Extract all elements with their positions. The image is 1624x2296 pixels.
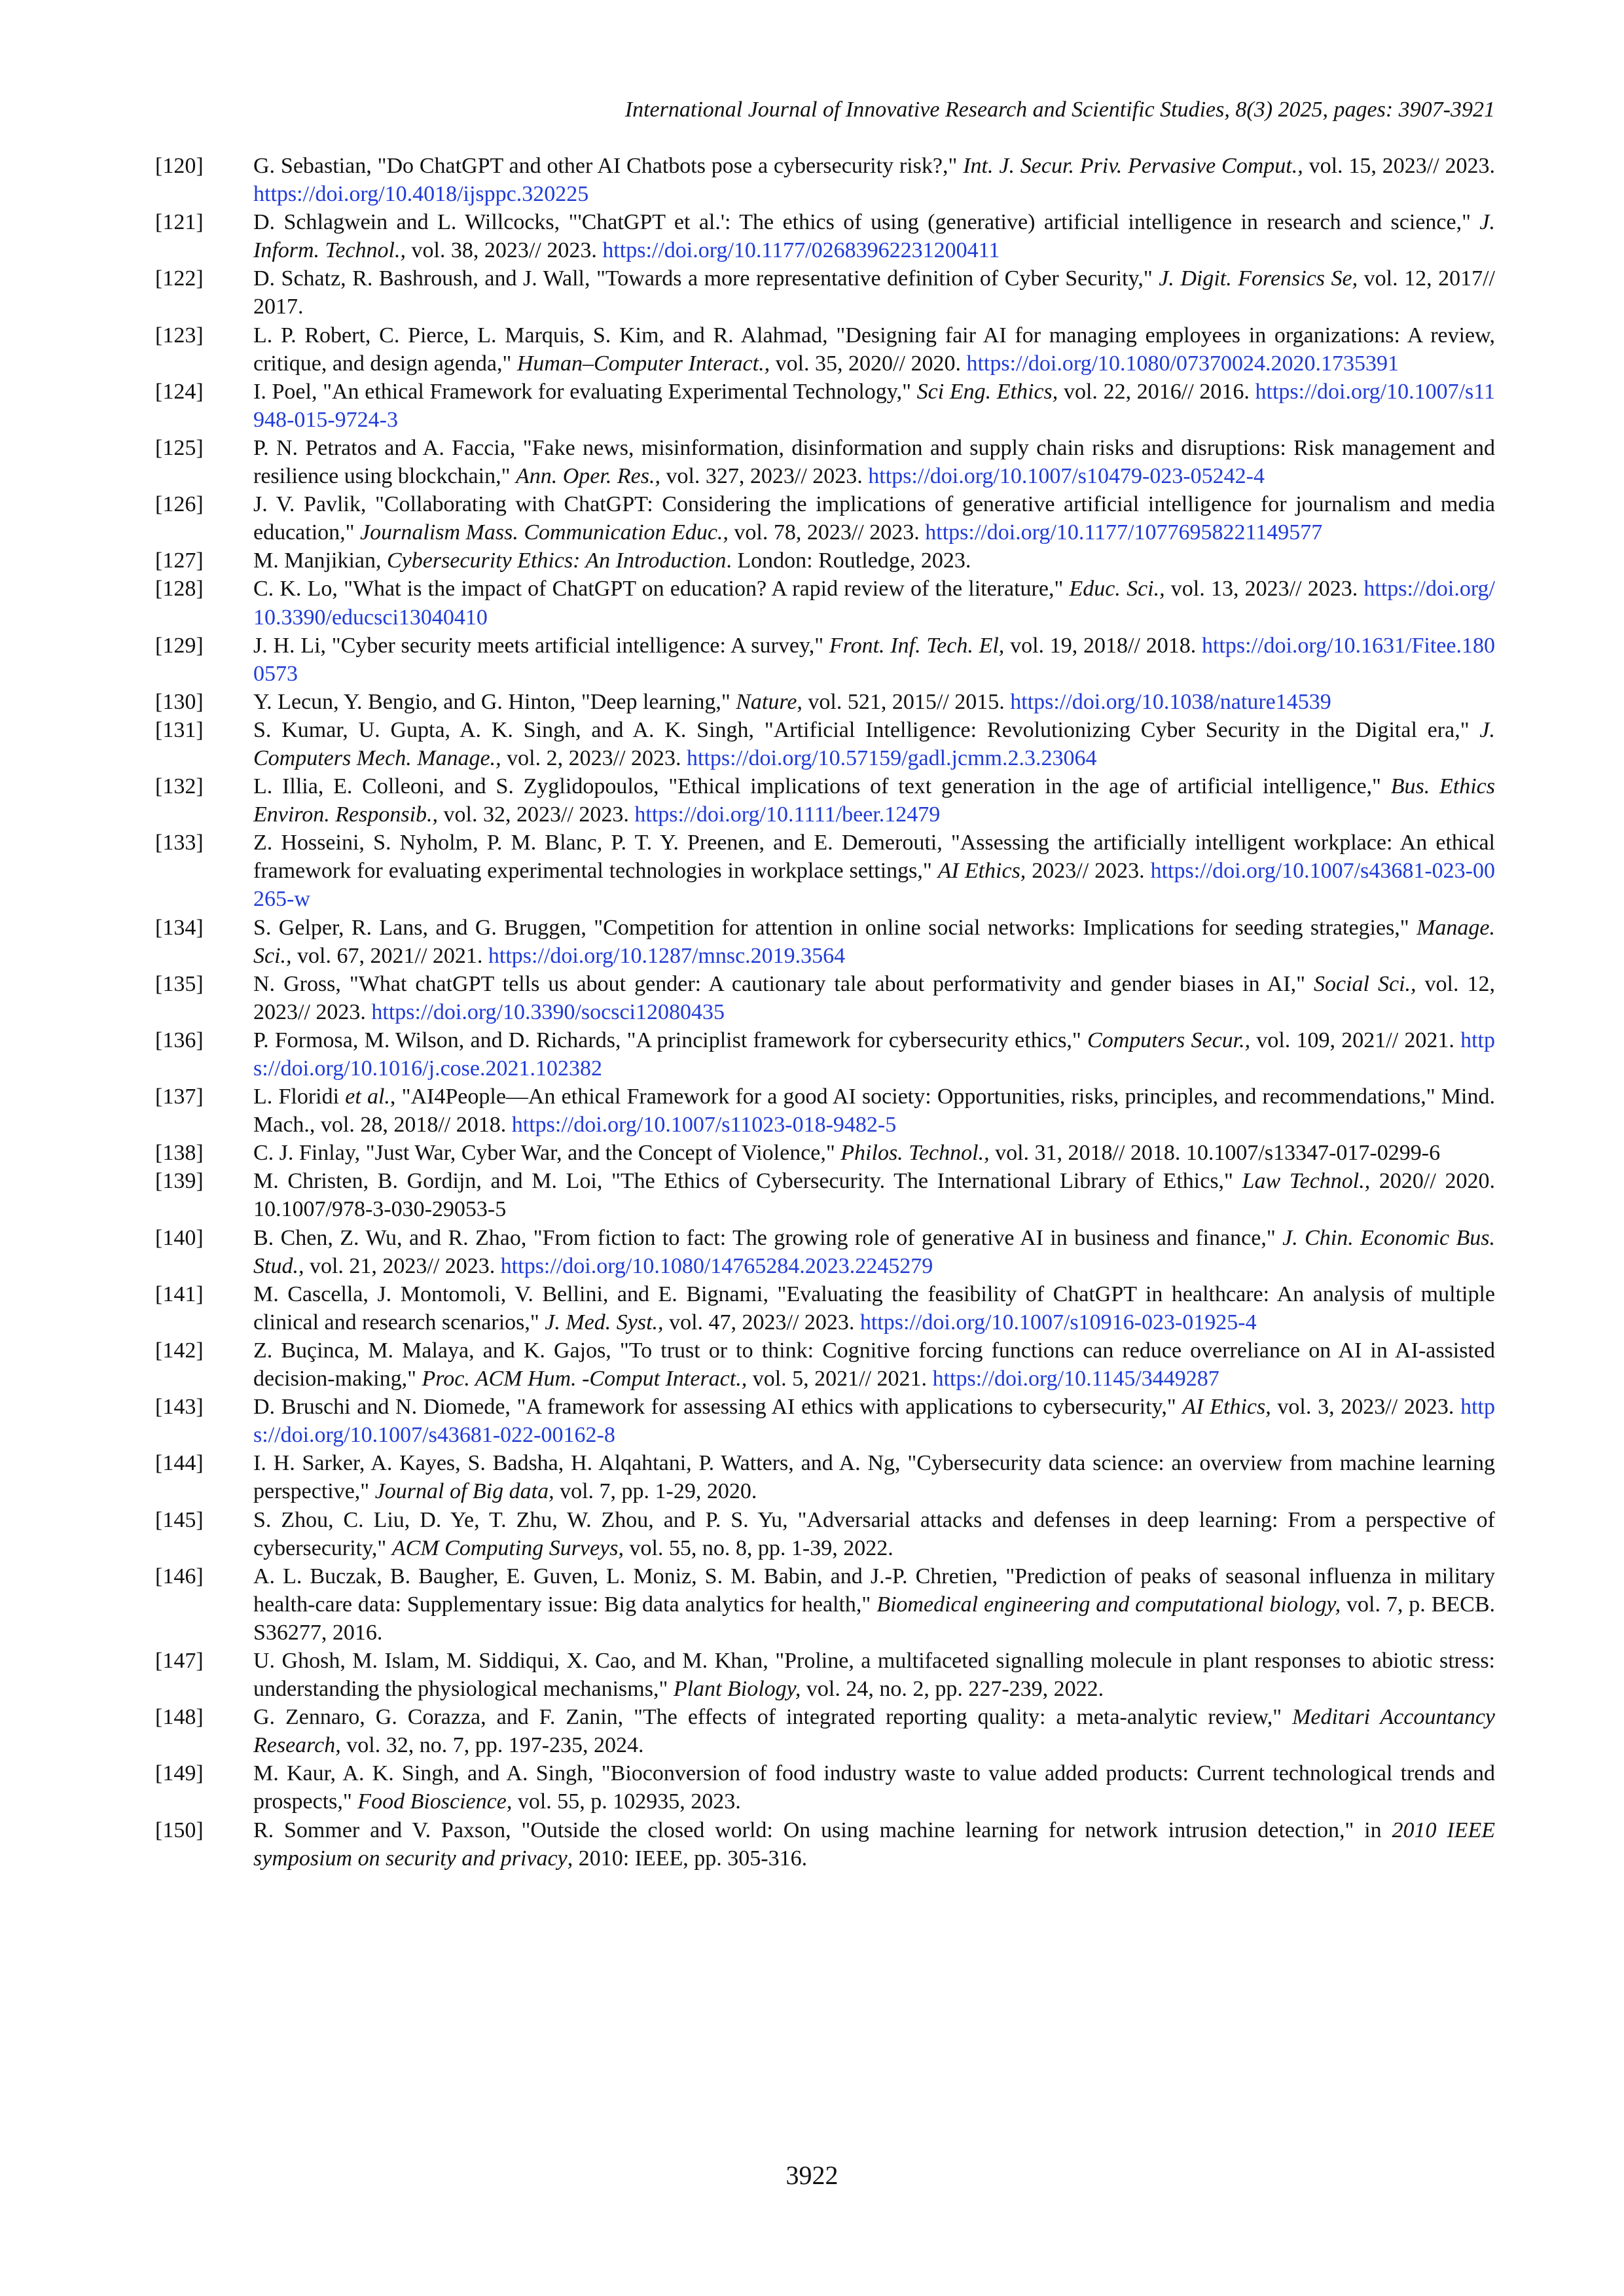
reference-authors-title: P. N. Petratos and A. Faccia, "Fake news, misinformation, disinformation and supply chain risks and disruptions: Risk management and resilience using blockchain," — [253, 435, 1495, 489]
reference-text — [253, 1816, 1495, 1873]
reference-details: vol. 3, 2023// 2023. — [1271, 1395, 1461, 1420]
reference-authors-title: S. Gelper, R. Lans, and G. Bruggen, "Competition for attention in online social networks: Implications for seeding strategies," — [253, 915, 1417, 940]
reference-text — [253, 1224, 1495, 1280]
reference-authors-title: M. Cascella, J. Montomoli, V. Bellini, and E. Bignami, "Evaluating the feasibility of ChatGPT in healthcare: An analysis of multiple clinical and research scenarios," — [253, 1282, 1495, 1335]
reference-number: [150] — [155, 1818, 204, 1842]
reference-item — [155, 321, 1495, 378]
reference-venue: Cybersecurity Ethics: An Introduction — [386, 548, 727, 573]
reference-text — [253, 688, 1495, 716]
reference-details: vol. 38, 2023// 2023. — [405, 238, 603, 263]
reference-venue: J. Med. Syst., — [545, 1310, 664, 1335]
reference-item — [155, 914, 1495, 970]
reference-item — [155, 378, 1495, 434]
reference-text — [253, 914, 1495, 970]
reference-authors-title: N. Gross, "What chatGPT tells us about gender: A cautionary tale about performativity and gender biases in AI," — [253, 971, 1314, 996]
reference-venue: Journalism Mass. Communication Educ., — [360, 520, 729, 545]
doi-link[interactable]: https://doi.org/10.1145/3449287 — [932, 1367, 1219, 1391]
reference-item — [155, 1167, 1495, 1223]
reference-text — [253, 264, 1495, 321]
reference-item — [155, 1506, 1495, 1562]
doi-link[interactable]: https://doi.org/10.1016/j.cose.2021.102382 — [253, 1028, 1495, 1081]
reference-details: vol. 7, p. BECB. S36277, 2016. — [253, 1592, 1496, 1645]
reference-venue: J. Computers Mech. Manage., — [253, 717, 1495, 770]
reference-item — [155, 1280, 1495, 1336]
reference-authors-title: P. Formosa, M. Wilson, and D. Richards, "A principlist framework for cybersecurity ethics," — [253, 1028, 1088, 1052]
reference-venue: Front. Inf. Tech. El, — [829, 633, 1005, 658]
reference-authors-title: D. Schatz, R. Bashroush, and J. Wall, "Towards a more representative definition of Cyber Security," — [253, 266, 1159, 291]
reference-text — [253, 575, 1495, 631]
reference-venue: Law Technol., — [1242, 1169, 1371, 1194]
reference-details: vol. 78, 2023// 2023. — [728, 520, 926, 545]
reference-details: 2020// 2020. 10.1007/978-3-030-29053-5 — [253, 1169, 1495, 1222]
reference-text — [253, 1167, 1495, 1223]
reference-text — [253, 1449, 1495, 1505]
reference-text — [253, 208, 1495, 264]
reference-authors-title: Y. Lecun, Y. Bengio, and G. Hinton, "Deep learning," — [253, 689, 736, 714]
reference-text — [253, 1139, 1495, 1167]
reference-details: vol. 2, 2023// 2023. — [501, 745, 687, 770]
reference-text — [253, 829, 1495, 913]
reference-list — [155, 152, 1495, 1873]
reference-authors-title: B. Chen, Z. Wu, and R. Zhao, "From fiction to fact: The growing role of generative AI in business and finance," — [253, 1225, 1283, 1250]
reference-item — [155, 1139, 1495, 1167]
reference-item — [155, 152, 1495, 208]
reference-details: vol. 32, 2023// 2023. — [438, 802, 635, 827]
reference-details: vol. 12, 2017// 2017. — [253, 266, 1495, 319]
reference-item — [155, 1647, 1495, 1703]
reference-details: vol. 109, 2021// 2021. — [1250, 1028, 1461, 1052]
reference-text — [253, 1336, 1495, 1393]
reference-item — [155, 772, 1495, 829]
reference-text — [253, 1026, 1495, 1083]
reference-number: [133] — [155, 831, 204, 855]
reference-text — [253, 1393, 1495, 1449]
reference-details: . London: Routledge, 2023. — [726, 548, 971, 573]
reference-venue: Human–Computer Interact., — [516, 351, 770, 376]
reference-details: vol. 521, 2015// 2015. — [802, 689, 1011, 714]
doi-link[interactable]: https://doi.org/10.57159/gadl.jcmm.2.3.23064 — [687, 745, 1097, 770]
reference-number: [127] — [155, 548, 204, 573]
reference-item — [155, 1703, 1495, 1759]
reference-number: [128] — [155, 577, 204, 601]
reference-authors-title: L. Floridi — [253, 1085, 346, 1109]
reference-authors-title: Z. Buçinca, M. Malaya, and K. Gajos, "To trust or to think: Cognitive forcing functions can reduce overreliance on AI in AI-assisted decision-making," — [253, 1338, 1495, 1391]
reference-number: [131] — [155, 717, 204, 742]
reference-item — [155, 208, 1495, 264]
doi-link[interactable]: https://doi.org/10.4018/ijsppc.320225 — [253, 182, 589, 207]
reference-text — [253, 490, 1495, 547]
reference-item — [155, 1026, 1495, 1083]
reference-venue: Computers Secur., — [1087, 1028, 1251, 1052]
reference-text — [253, 1703, 1495, 1759]
doi-link[interactable]: https://doi.org/10.1177/02683962231200411 — [602, 238, 1000, 263]
reference-venue: J. Digit. Forensics Se, — [1159, 266, 1358, 291]
reference-details: vol. 55, p. 102935, 2023. — [512, 1789, 741, 1814]
reference-authors-title: S. Kumar, U. Gupta, A. K. Singh, and A. K. Singh, "Artificial Intelligence: Revolutionizing Cyber Security in the Digital era," — [253, 717, 1480, 742]
reference-number: [149] — [155, 1761, 204, 1786]
reference-item — [155, 1336, 1495, 1393]
reference-authors-title: M. Kaur, A. K. Singh, and A. Singh, "Bioconversion of food industry waste to value added products: Current technological trends and prospects," — [253, 1761, 1495, 1814]
reference-details: vol. 24, no. 2, pp. 227-239, 2022. — [801, 1677, 1104, 1702]
reference-item — [155, 264, 1495, 321]
reference-venue: Plant Biology, — [673, 1677, 801, 1702]
reference-venue: Nature, — [736, 689, 803, 714]
reference-number: [136] — [155, 1028, 204, 1052]
reference-authors-title: J. V. Pavlik, "Collaborating with ChatGPT: Considering the implications of generative artificial intelligence for journalism and media education," — [253, 492, 1495, 545]
reference-venue: Social Sci., — [1313, 971, 1416, 996]
doi-link[interactable]: https://doi.org/10.1080/07370024.2020.1735391 — [966, 351, 1399, 376]
reference-venue: Int. J. Secur. Priv. Pervasive Comput., — [963, 154, 1303, 178]
reference-details: vol. 19, 2018// 2018. — [1004, 633, 1202, 658]
reference-number: [126] — [155, 492, 204, 517]
reference-number: [130] — [155, 689, 204, 714]
reference-number: [139] — [155, 1169, 204, 1194]
reference-number: [140] — [155, 1225, 204, 1250]
doi-link[interactable]: https://doi.org/10.1007/s43681-023-00265-w — [253, 859, 1495, 912]
doi-link[interactable]: https://doi.org/10.1007/s10479-023-05242-4 — [868, 464, 1265, 489]
doi-link[interactable]: https://doi.org/10.1007/s43681-022-00162-8 — [253, 1395, 1496, 1448]
reference-number: [142] — [155, 1338, 204, 1363]
reference-authors-title: C. K. Lo, "What is the impact of ChatGPT on education? A rapid review of the literature," — [253, 577, 1070, 601]
doi-link[interactable]: https://doi.org/10.3390/socsci12080435 — [371, 999, 725, 1024]
doi-link[interactable]: https://doi.org/10.1631/Fitee.1800573 — [253, 633, 1495, 686]
doi-link[interactable]: https://doi.org/10.1287/mnsc.2019.3564 — [488, 943, 846, 968]
reference-number: [147] — [155, 1648, 204, 1673]
reference-venue: Bus. Ethics Environ. Responsib., — [253, 774, 1495, 827]
reference-number: [125] — [155, 435, 204, 460]
reference-item — [155, 1759, 1495, 1816]
reference-details: vol. 31, 2018// 2018. 10.1007/s13347-017-0299-6 — [989, 1141, 1441, 1166]
reference-item — [155, 1224, 1495, 1280]
reference-item — [155, 688, 1495, 716]
running-header: International Journal of Innovative Research and Scientific Studies, 8(3) 2025, pages: 3907-3921 — [624, 98, 1495, 122]
doi-link[interactable]: https://doi.org/10.1111/beer.12479 — [634, 802, 941, 827]
reference-text — [253, 1506, 1495, 1562]
doi-link[interactable]: https://doi.org/10.1177/10776958221149577 — [925, 520, 1323, 545]
reference-text — [253, 1083, 1495, 1139]
reference-details: vol. 67, 2021// 2021. — [291, 943, 488, 968]
reference-text — [253, 152, 1495, 208]
doi-link[interactable]: https://doi.org/10.1007/s11023-018-9482-5 — [511, 1113, 897, 1138]
reference-text — [253, 547, 1495, 575]
reference-number: [121] — [155, 210, 204, 235]
reference-text — [253, 378, 1495, 434]
reference-authors-title: L. P. Robert, C. Pierce, L. Marquis, S. Kim, and R. Alahmad, "Designing fair AI for managing employees in organizations: A review, critique, and design agenda," — [253, 323, 1495, 376]
reference-venue: et al. — [345, 1085, 390, 1109]
reference-details: vol. 327, 2023// 2023. — [660, 464, 869, 489]
reference-venue: Manage. Sci., — [253, 915, 1495, 968]
reference-authors-title: U. Ghosh, M. Islam, M. Siddiqui, X. Cao, and M. Khan, "Proline, a multifaceted signalling molecule in plant responses to abiotic stress: understanding the physiological mechanisms," — [253, 1648, 1495, 1702]
reference-number: [124] — [155, 379, 204, 404]
reference-venue: Sci Eng. Ethics, — [916, 379, 1058, 404]
reference-number: [123] — [155, 323, 204, 348]
doi-link[interactable]: https://doi.org/10.1007/s10916-023-01925-4 — [859, 1310, 1257, 1335]
reference-authors-title: M. Manjikian, — [253, 548, 387, 573]
reference-text — [253, 1280, 1495, 1336]
doi-link[interactable]: https://doi.org/10.1038/nature14539 — [1010, 689, 1331, 714]
reference-authors-title: D. Bruschi and N. Diomede, "A framework for assessing AI ethics with applications to cybersecurity," — [253, 1395, 1183, 1420]
reference-authors-title: I. Poel, "An ethical Framework for evaluating Experimental Technology," — [253, 379, 917, 404]
reference-authors-title: J. H. Li, "Cyber security meets artificial intelligence: A survey," — [253, 633, 829, 658]
reference-item — [155, 434, 1495, 490]
reference-number: [137] — [155, 1085, 204, 1109]
reference-authors-title: M. Christen, B. Gordijn, and M. Loi, "The Ethics of Cybersecurity. The International Library of Ethics," — [253, 1169, 1242, 1194]
reference-details: vol. 32, no. 7, pp. 197-235, 2024. — [340, 1733, 644, 1758]
reference-number: [145] — [155, 1507, 204, 1532]
reference-number: [143] — [155, 1395, 204, 1420]
reference-item — [155, 1816, 1495, 1873]
reference-text — [253, 434, 1495, 490]
reference-item — [155, 490, 1495, 547]
reference-item — [155, 829, 1495, 913]
reference-text — [253, 1759, 1495, 1816]
reference-number: [120] — [155, 154, 204, 178]
reference-authors-title: L. Illia, E. Colleoni, and S. Zyglidopoulos, "Ethical implications of text generation in the age of artificial intelligence," — [253, 774, 1391, 799]
doi-link[interactable]: https://doi.org/10.1080/14765284.2023.2245279 — [500, 1253, 933, 1278]
reference-text — [253, 321, 1495, 378]
reference-venue: AI Ethics, — [1182, 1395, 1271, 1420]
reference-text — [253, 970, 1495, 1026]
reference-authors-title: R. Sommer and V. Paxson, "Outside the closed world: On using machine learning for network intrusion detection," in — [253, 1818, 1392, 1842]
reference-item — [155, 1393, 1495, 1449]
reference-item — [155, 970, 1495, 1026]
reference-number: [148] — [155, 1705, 204, 1730]
reference-number: [141] — [155, 1282, 204, 1306]
reference-venue: J. Chin. Economic Bus. Stud., — [253, 1225, 1496, 1278]
reference-authors-title: S. Zhou, C. Liu, D. Ye, T. Zhu, W. Zhou, and P. S. Yu, "Adversarial attacks and defenses in deep learning: From a perspective of cybersecurity," — [253, 1507, 1495, 1560]
reference-item — [155, 1449, 1495, 1505]
reference-venue: Educ. Sci., — [1069, 577, 1165, 601]
reference-text — [253, 716, 1495, 772]
reference-venue: Philos. Technol., — [840, 1141, 990, 1166]
doi-link[interactable]: https://doi.org/10.1007/s11948-015-9724-3 — [253, 379, 1496, 432]
page-number: 3922 — [785, 2161, 839, 2190]
reference-number: [146] — [155, 1564, 204, 1588]
reference-authors-title: G. Sebastian, "Do ChatGPT and other AI Chatbots pose a cybersecurity risk?," — [253, 154, 964, 178]
reference-details: vol. 12, 2023// 2023. — [253, 971, 1495, 1024]
reference-venue: Food Bioscience, — [357, 1789, 513, 1814]
reference-venue: J. Inform. Technol., — [253, 210, 1495, 263]
reference-details: 2023// 2023. — [1026, 859, 1151, 884]
reference-details: vol. 21, 2023// 2023. — [304, 1253, 501, 1278]
reference-authors-title: G. Zennaro, G. Corazza, and F. Zanin, "The effects of integrated reporting quality: a meta-analytic review," — [253, 1705, 1293, 1730]
reference-details: vol. 47, 2023// 2023. — [663, 1310, 860, 1335]
reference-details: vol. 5, 2021// 2021. — [747, 1367, 933, 1391]
reference-item — [155, 716, 1495, 772]
reference-venue: Ann. Oper. Res., — [515, 464, 660, 489]
reference-item — [155, 1562, 1495, 1647]
reference-authors-title: D. Schlagwein and L. Willcocks, "'ChatGPT et al.': The ethics of using (generative) artificial intelligence in research and science," — [253, 210, 1480, 235]
reference-text — [253, 772, 1495, 829]
reference-authors-title: Z. Hosseini, S. Nyholm, P. M. Blanc, P. T. Y. Preenen, and E. Demerouti, "Assessing the artificially intelligent workplace: An ethical framework for evaluating experimental technologies in workplace settings," — [253, 831, 1495, 884]
reference-number: [138] — [155, 1141, 204, 1166]
reference-number: [144] — [155, 1451, 204, 1476]
reference-details: vol. 35, 2020// 2020. — [770, 351, 967, 376]
reference-item — [155, 575, 1495, 631]
reference-authors-title: I. H. Sarker, A. Kayes, S. Badsha, H. Alqahtani, P. Watters, and A. Ng, "Cybersecurity data science: an overview from machine learning perspective," — [253, 1451, 1495, 1504]
reference-venue: ACM Computing Surveys, — [391, 1535, 624, 1560]
reference-venue: AI Ethics, — [937, 859, 1026, 884]
reference-authors-title: A. L. Buczak, B. Baugher, E. Guven, L. Moniz, S. M. Babin, and J.-P. Chretien, "Prediction of peaks of seasonal influenza in military health-care data: Supplementary issue: Big data analytics for health," — [253, 1564, 1495, 1617]
reference-details: , 2010: IEEE, pp. 305-316. — [567, 1846, 808, 1871]
reference-number: [129] — [155, 633, 204, 658]
reference-text — [253, 1647, 1495, 1703]
reference-item — [155, 632, 1495, 688]
reference-number: [122] — [155, 266, 204, 291]
reference-venue: Meditari Accountancy Research, — [253, 1705, 1495, 1758]
reference-text — [253, 1562, 1495, 1647]
reference-venue: Proc. ACM Hum. -Comput Interact., — [422, 1367, 748, 1391]
reference-item — [155, 1083, 1495, 1139]
reference-number: [134] — [155, 915, 204, 940]
reference-venue: Journal of Big data, — [374, 1479, 554, 1504]
reference-venue: Biomedical engineering and computational biology, — [876, 1592, 1341, 1617]
reference-details: vol. 55, no. 8, pp. 1-39, 2022. — [623, 1535, 893, 1560]
reference-item — [155, 547, 1495, 575]
reference-venue: 2010 IEEE symposium on security and privacy — [253, 1818, 1495, 1871]
reference-details: vol. 13, 2023// 2023. — [1164, 577, 1364, 601]
reference-details: , "AI4People—An ethical Framework for a good AI society: Opportunities, risks, principles, and recommendations," Mind. Mach., vol. 28, 2018// 2018. — [253, 1085, 1495, 1138]
reference-number: [135] — [155, 971, 204, 996]
reference-number: [132] — [155, 774, 204, 799]
reference-authors-title: C. J. Finlay, "Just War, Cyber War, and the Concept of Violence," — [253, 1141, 841, 1166]
reference-text — [253, 632, 1495, 688]
reference-details: vol. 22, 2016// 2016. — [1058, 379, 1255, 404]
reference-details: vol. 7, pp. 1-29, 2020. — [554, 1479, 757, 1504]
doi-link[interactable]: https://doi.org/10.3390/educsci13040410 — [253, 577, 1495, 630]
reference-details: vol. 15, 2023// 2023. — [1303, 154, 1496, 178]
